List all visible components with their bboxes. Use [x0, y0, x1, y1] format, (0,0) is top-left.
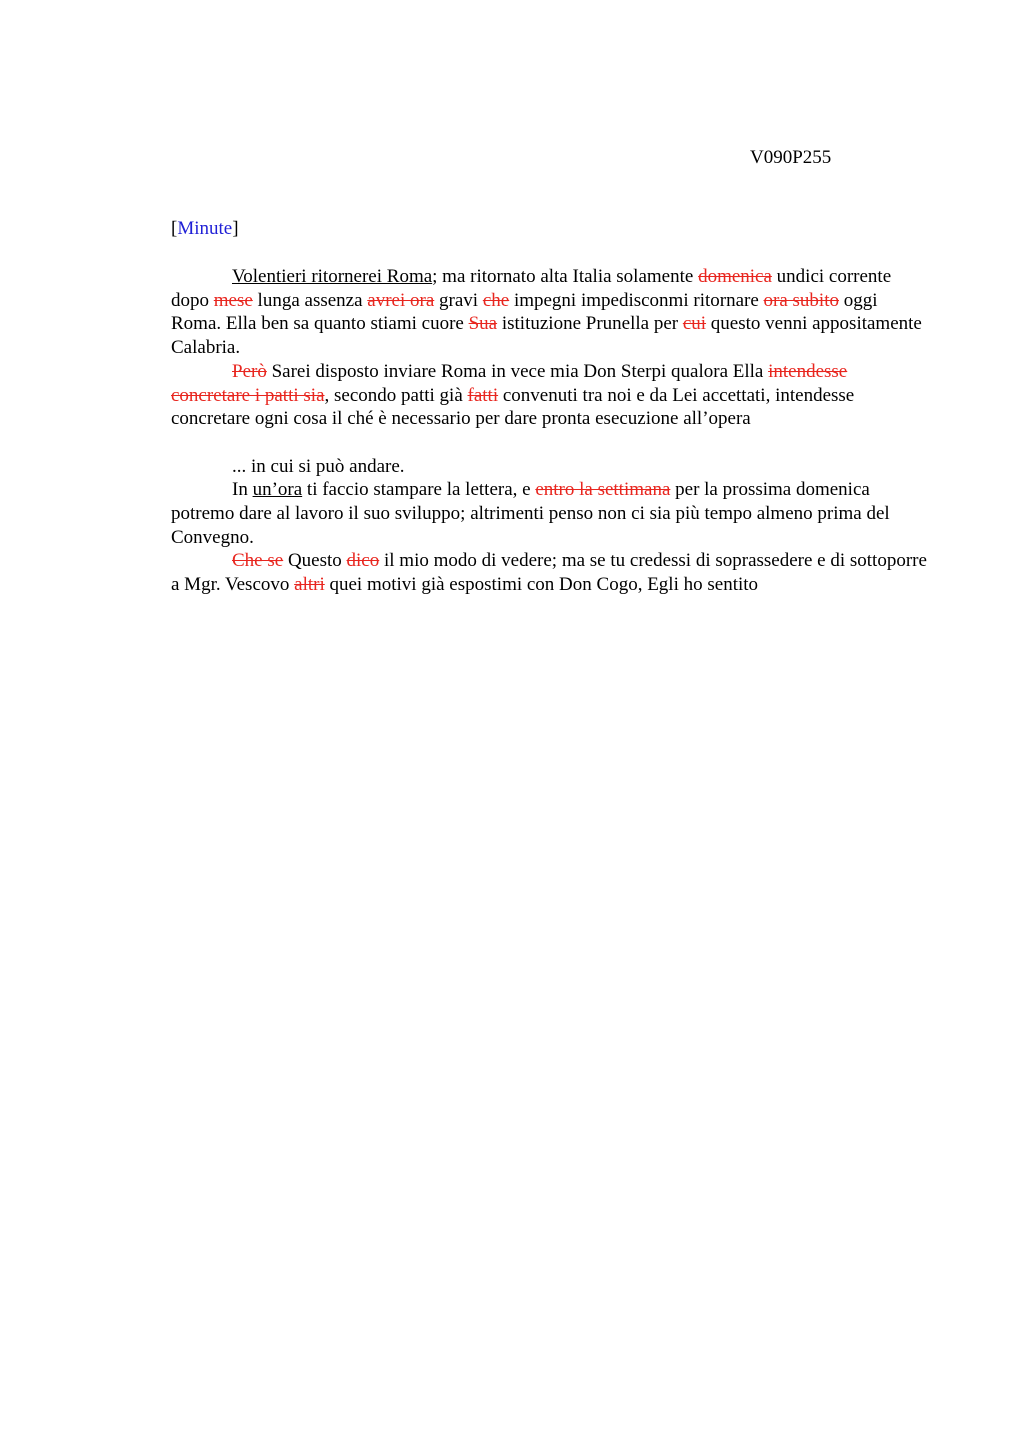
text-run: Questo — [283, 550, 347, 572]
deleted-text: mese — [213, 289, 253, 311]
deleted-text: domenica — [698, 266, 772, 287]
minute-tag — [171, 217, 239, 241]
text-run: Sarei disposto inviare Roma in vece mia Don Sterpi qualora Ella — [266, 360, 769, 382]
deleted-text: Però — [232, 360, 267, 382]
text-run: ; ma ritornato alta Italia solamente — [432, 266, 699, 287]
tag-close-bracket: ] — [232, 218, 239, 239]
text-run: questo venni appositamente Calabria. — [171, 313, 922, 359]
deleted-text: avrei ora — [367, 289, 435, 311]
deleted-text: che — [482, 289, 510, 311]
text-run: impegni impedisconmi ritornare — [509, 289, 764, 311]
letter-body — [171, 265, 931, 597]
deleted-text: entro la settimana — [535, 479, 671, 501]
paragraph-4 — [171, 478, 931, 549]
paragraph-1 — [171, 265, 931, 360]
text-run: undici corrente dopo — [171, 266, 892, 311]
text-run: lunga assenza — [252, 289, 368, 311]
underlined-text: Volentieri ritornerei Roma — [232, 266, 433, 287]
deleted-text: ora subito — [763, 289, 839, 311]
deleted-text: Che se — [232, 550, 284, 572]
deleted-text: fatti — [467, 384, 499, 406]
text-run: In — [232, 479, 253, 501]
text-run: , secondo patti già — [324, 384, 468, 406]
text-run: quei motivi già espostimi con Don Cogo, Egli ho sentito — [324, 574, 759, 596]
deleted-text: dico — [346, 550, 380, 572]
text-run: istituzione Prunella per — [497, 313, 683, 335]
deleted-text: cui — [682, 313, 707, 335]
tag-label: Minute — [177, 218, 233, 239]
paragraph-2 — [171, 360, 931, 431]
text-run: convenuti tra noi e da Lei accettati, intendesse concretare ogni cosa il ché è necessario per dare pronta esecuzione all’opera — [171, 384, 855, 430]
underlined-text: un’ora — [252, 479, 303, 501]
tag-open-bracket: [ — [171, 218, 178, 239]
text-run: il mio modo di vedere; ma se tu credessi di soprassedere e di sottoporre a Mgr. Vescovo — [171, 550, 927, 596]
deleted-text: altri — [294, 574, 325, 596]
paragraph-5 — [171, 549, 931, 596]
paragraph-3 — [171, 455, 931, 479]
text-run: ti faccio stampare la lettera, e — [302, 479, 536, 501]
text-run: ... in cui si può andare. — [232, 455, 405, 477]
text-run: per la prossima domenica potremo dare al lavoro il suo sviluppo; altrimenti penso non ci sia più tempo almeno prima del Convegno. — [171, 479, 890, 548]
text-run: oggi Roma. Ella ben sa quanto stiami cuore — [171, 289, 878, 335]
deleted-text: intendesse concretare i patti sia — [171, 360, 848, 406]
document-id: V090P255 — [750, 147, 832, 168]
deleted-text: Sua — [468, 313, 498, 335]
text-run: gravi — [434, 289, 483, 311]
